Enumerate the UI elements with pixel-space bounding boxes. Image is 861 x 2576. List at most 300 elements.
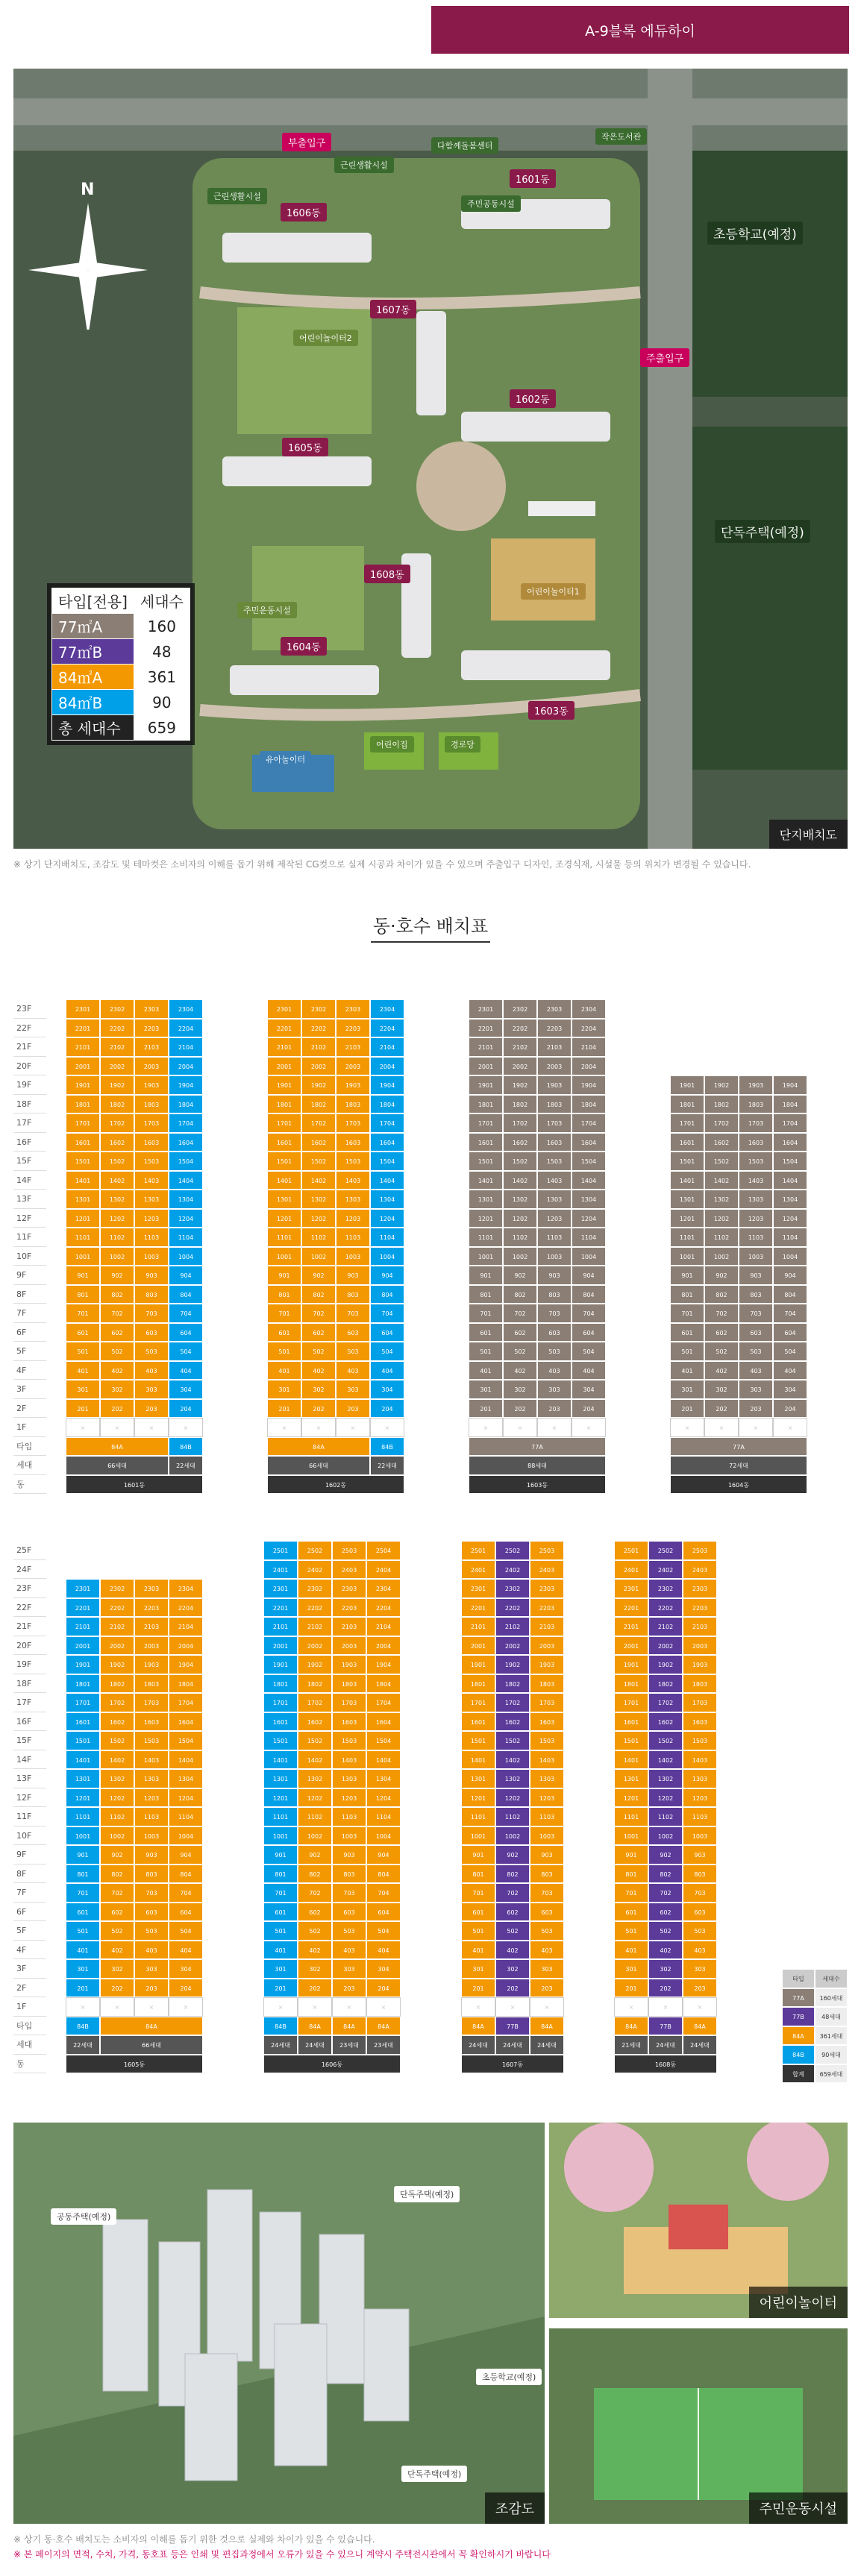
unit-cell: 1103: [134, 1807, 169, 1826]
unit-cell: 203: [332, 1979, 366, 1998]
legend-header: 타입[전용]: [52, 588, 134, 614]
unit-cell: 1203: [134, 1209, 169, 1228]
floor-label: 2F: [13, 1399, 46, 1419]
unit-cell: 2001: [461, 1636, 495, 1656]
unit-cell: 1304: [169, 1190, 203, 1209]
unit-cell: 602: [100, 1903, 134, 1922]
unit-cell: 2102: [301, 1037, 336, 1057]
unit-cell: 1604: [370, 1133, 404, 1152]
unit-cell: 1504: [370, 1152, 404, 1171]
unit-cell: 1203: [739, 1209, 773, 1228]
unit-table-row-2: [13, 1541, 710, 2073]
gym-image: [549, 2328, 848, 2524]
unit-cell: 2003: [134, 1636, 169, 1656]
building-table: [263, 1541, 401, 2073]
unit-cell: 402: [298, 1941, 332, 1960]
unit-cell: 602: [704, 1323, 739, 1342]
unit-cell: 201: [66, 1399, 100, 1419]
unit-cell: ×: [366, 1997, 401, 2017]
type-cell: 84B: [66, 2017, 100, 2036]
unit-cell: 1502: [298, 1731, 332, 1750]
unit-cell: 1104: [370, 1228, 404, 1247]
unit-cell: 2201: [461, 1598, 495, 1618]
type-cell: 84A: [100, 2017, 203, 2036]
unit-cell: 2302: [298, 1579, 332, 1598]
unit-cell: 2502: [495, 1541, 530, 1560]
units-cell: 23세대: [332, 2035, 366, 2055]
unit-cell: 2103: [332, 1617, 366, 1636]
unit-cell: 703: [739, 1304, 773, 1323]
unit-cell: 2004: [366, 1636, 401, 1656]
unit-cell: 202: [503, 1399, 537, 1419]
unit-cell: 504: [773, 1342, 807, 1361]
unit-cell: 404: [169, 1941, 203, 1960]
unit-cell: 404: [366, 1941, 401, 1960]
unit-cell: 2303: [332, 1579, 366, 1598]
unit-cell: 1304: [370, 1190, 404, 1209]
unit-cell: 1501: [267, 1152, 301, 1171]
life-facility-tag-1: 근린생활시설: [334, 157, 394, 173]
unit-cell: 1102: [298, 1807, 332, 1826]
unit-cell: 1402: [495, 1750, 530, 1770]
unit-cell: 201: [469, 1399, 503, 1419]
unit-cell: 2101: [469, 1037, 503, 1057]
unit-cell: 2103: [336, 1037, 370, 1057]
gym-label: 주민운동시설: [749, 2492, 848, 2524]
unit-cell: 202: [100, 1979, 134, 1998]
unit-cell: 1103: [332, 1807, 366, 1826]
unit-cell: 304: [169, 1959, 203, 1979]
unit-cell: 302: [301, 1380, 336, 1399]
mini-legend-count: 90세대: [815, 2045, 848, 2064]
unit-cell: 903: [134, 1266, 169, 1285]
unit-cell: 1503: [739, 1152, 773, 1171]
unit-cell: 1704: [169, 1693, 203, 1712]
unit-cell: 804: [572, 1285, 606, 1304]
unit-cell: 1301: [469, 1190, 503, 1209]
unit-cell: 2302: [301, 999, 336, 1019]
unit-cell: ×: [298, 1997, 332, 2017]
unit-cell: 202: [301, 1399, 336, 1419]
unit-cell: 1203: [537, 1209, 572, 1228]
unit-cell: 601: [66, 1323, 100, 1342]
unit-cell: 1904: [773, 1075, 807, 1095]
unit-cell: 1602: [301, 1133, 336, 1152]
floor-label: 15F: [13, 1731, 46, 1750]
unit-cell: 1104: [169, 1807, 203, 1826]
sitemap-note: ※ 상기 단지배치도, 조감도 및 테마컷은 소비자의 이해를 돕기 위해 제작된 CG컷으로 실제 시공과 차이가 있을 수 있으며 주출입구 디자인, 조경식재, 시설물 등의 위치가 변경될 수 있습니다.: [13, 859, 751, 870]
dong-cell: 1607동: [461, 2055, 564, 2074]
unit-cell: 204: [773, 1399, 807, 1419]
units-cell: 22세대: [370, 1456, 404, 1475]
unit-cell: 1601: [614, 1712, 648, 1732]
unit-cell: 1601: [469, 1133, 503, 1152]
unit-cell: 202: [704, 1399, 739, 1419]
unit-cell: 1303: [530, 1769, 564, 1788]
unit-cell: 1001: [670, 1247, 704, 1266]
floor-label: 1F: [13, 1997, 46, 2017]
unit-cell: 601: [461, 1903, 495, 1922]
unit-cell: 1502: [301, 1152, 336, 1171]
legend-type: 77㎡A: [52, 614, 134, 639]
unit-cell: 501: [461, 1921, 495, 1941]
unit-cell: 503: [336, 1342, 370, 1361]
unit-cell: 1402: [100, 1750, 134, 1770]
unit-cell: 503: [134, 1342, 169, 1361]
unit-cell: 1701: [267, 1113, 301, 1133]
unit-cell: 1201: [469, 1209, 503, 1228]
unit-cell: ×: [370, 1418, 404, 1437]
unit-cell: ×: [169, 1997, 203, 2017]
unit-cell: 1901: [267, 1075, 301, 1095]
unit-cell: 501: [66, 1342, 100, 1361]
unit-cell: 1602: [704, 1133, 739, 1152]
type-cell: 77A: [469, 1437, 606, 1457]
unit-cell: 1602: [503, 1133, 537, 1152]
unit-cell: 2103: [530, 1617, 564, 1636]
bottom-note-2: ※ 본 페이지의 면적, 수치, 가격, 동호표 등은 인쇄 및 편집과정에서 오류가 있을 수 있으니 계약시 주택전시관에서 꼭 확인하시기 바랍니다: [13, 2549, 551, 2560]
unit-cell: 1703: [530, 1693, 564, 1712]
unit-cell: 804: [169, 1865, 203, 1884]
unit-cell: 1504: [169, 1152, 203, 1171]
unit-cell: 1203: [336, 1209, 370, 1228]
unit-cell: 903: [530, 1845, 564, 1865]
unit-cell: 904: [773, 1266, 807, 1285]
unit-cell: 702: [704, 1304, 739, 1323]
unit-cell: 704: [773, 1304, 807, 1323]
unit-cell: 602: [648, 1903, 683, 1922]
unit-cell: 1204: [773, 1209, 807, 1228]
unit-cell: 2304: [169, 1579, 203, 1598]
unit-cell: 1204: [370, 1209, 404, 1228]
unit-cell: 2202: [100, 1019, 134, 1038]
tag-1605: 1605동: [282, 438, 328, 456]
unit-cell: 1403: [530, 1750, 564, 1770]
mini-legend-type: 84B: [782, 2045, 815, 2064]
unit-cell: 203: [134, 1399, 169, 1419]
unit-cell: 903: [332, 1845, 366, 1865]
floor-label: 4F: [13, 1361, 46, 1380]
playground-image: [549, 2123, 848, 2318]
floor-label: 6F: [13, 1903, 46, 1922]
units-cell: 24세대: [530, 2035, 564, 2055]
unit-cell: 1604: [366, 1712, 401, 1732]
unit-cell: 1703: [336, 1113, 370, 1133]
unit-cell: 803: [739, 1285, 773, 1304]
unit-cell: 1404: [169, 1171, 203, 1190]
unit-cell: 1703: [683, 1693, 717, 1712]
unit-cell: 901: [614, 1845, 648, 1865]
unit-cell: 1502: [100, 1152, 134, 1171]
unit-cell: 703: [336, 1304, 370, 1323]
unit-cell: 902: [298, 1845, 332, 1865]
unit-cell: 502: [100, 1921, 134, 1941]
floor-label: 24F: [13, 1560, 46, 1580]
unit-cell: 903: [336, 1266, 370, 1285]
unit-cell: 1603: [530, 1712, 564, 1732]
unit-cell: 1804: [169, 1674, 203, 1694]
unit-cell: 2204: [366, 1598, 401, 1618]
unit-cell: ×: [537, 1418, 572, 1437]
unit-cell: 1701: [670, 1113, 704, 1133]
tag-1608: 1608동: [364, 565, 410, 583]
unit-cell: ×: [670, 1418, 704, 1437]
unit-cell: 2204: [572, 1019, 606, 1038]
tag-1601: 1601동: [510, 169, 556, 188]
unit-cell: 401: [461, 1941, 495, 1960]
unit-cell: 1802: [100, 1674, 134, 1694]
units-cell: 22세대: [169, 1456, 203, 1475]
unit-cell: 1202: [704, 1209, 739, 1228]
unit-cell: 702: [100, 1304, 134, 1323]
unit-cell: 1504: [572, 1152, 606, 1171]
unit-cell: 602: [301, 1323, 336, 1342]
type-cell: 84A: [683, 2017, 717, 2036]
unit-cell: 601: [267, 1323, 301, 1342]
unit-cell: 701: [469, 1304, 503, 1323]
unit-cell: ×: [134, 1418, 169, 1437]
unit-cell: 2104: [366, 1617, 401, 1636]
type-cell: 77B: [648, 2017, 683, 2036]
unit-cell: 201: [263, 1979, 298, 1998]
care-center-tag: 다함께돌봄센터: [431, 137, 498, 154]
unit-cell: 703: [537, 1304, 572, 1323]
unit-cell: 1801: [469, 1095, 503, 1114]
unit-cell: 1504: [169, 1731, 203, 1750]
units-cell: 21세대: [614, 2035, 648, 2055]
floor-label: 6F: [13, 1323, 46, 1342]
dong-cell: 1608동: [614, 2055, 717, 2074]
unit-cell: 301: [267, 1380, 301, 1399]
unit-cell: 1402: [503, 1171, 537, 1190]
unit-cell: 2103: [683, 1617, 717, 1636]
unit-cell: 1703: [537, 1113, 572, 1133]
unit-cell: 1402: [298, 1750, 332, 1770]
unit-cell: 804: [773, 1285, 807, 1304]
unit-cell: 2303: [134, 1579, 169, 1598]
unit-cell: 1303: [739, 1190, 773, 1209]
unit-cell: 702: [100, 1883, 134, 1903]
unit-cell: 1602: [648, 1712, 683, 1732]
unit-cell: 702: [503, 1304, 537, 1323]
unit-cell: 801: [469, 1285, 503, 1304]
dong-cell: 1604동: [670, 1475, 807, 1495]
unit-cell: 2504: [366, 1541, 401, 1560]
unit-cell: 1401: [267, 1171, 301, 1190]
floor-label: 5F: [13, 1342, 46, 1361]
unit-cell: 1304: [773, 1190, 807, 1209]
unit-cell: 1603: [683, 1712, 717, 1732]
floor-label: 12F: [13, 1788, 46, 1808]
unit-cell: 2003: [332, 1636, 366, 1656]
unit-cell: ×: [301, 1418, 336, 1437]
unit-cell: 402: [704, 1361, 739, 1380]
unit-cell: 1603: [332, 1712, 366, 1732]
unit-cell: 1003: [683, 1826, 717, 1846]
unit-cell: 2303: [683, 1579, 717, 1598]
unit-cell: 502: [704, 1342, 739, 1361]
unit-cell: 2102: [100, 1037, 134, 1057]
site-map: [13, 69, 848, 849]
unit-cell: 402: [495, 1941, 530, 1960]
aerial-tag-school: 초등학교(예정): [476, 2369, 542, 2385]
unit-cell: 1103: [336, 1228, 370, 1247]
unit-cell: 1703: [332, 1693, 366, 1712]
gym-tag: 주민운동시설: [237, 602, 297, 618]
unit-cell: 2202: [301, 1019, 336, 1038]
unit-cell: 1904: [572, 1075, 606, 1095]
unit-cell: 1802: [648, 1674, 683, 1694]
unit-cell: 203: [336, 1399, 370, 1419]
unit-cell: 504: [572, 1342, 606, 1361]
unit-cell: 1902: [503, 1075, 537, 1095]
unit-cell: 1003: [134, 1826, 169, 1846]
unit-cell: 1303: [537, 1190, 572, 1209]
tag-1603: 1603동: [528, 701, 574, 720]
unit-cell: 502: [503, 1342, 537, 1361]
unit-cell: 1101: [66, 1228, 100, 1247]
unit-cell: ×: [336, 1418, 370, 1437]
unit-cell: 904: [370, 1266, 404, 1285]
unit-cell: 1801: [267, 1095, 301, 1114]
building-table: [66, 1541, 203, 2073]
floor-label: 23F: [13, 1579, 46, 1598]
unit-cell: 202: [100, 1399, 134, 1419]
unit-cell: 1303: [336, 1190, 370, 1209]
unit-cell: 2304: [572, 999, 606, 1019]
unit-cell: 203: [530, 1979, 564, 1998]
unit-cell: 901: [263, 1845, 298, 1865]
unit-cell: 401: [66, 1361, 100, 1380]
unit-cell: 901: [267, 1266, 301, 1285]
unit-cell: 302: [648, 1959, 683, 1979]
unit-cell: 301: [66, 1380, 100, 1399]
unit-cell: 1303: [134, 1769, 169, 1788]
unit-cell: 401: [469, 1361, 503, 1380]
floor-label: 3F: [13, 1380, 46, 1399]
unit-cell: 1401: [66, 1171, 100, 1190]
unit-cell: ×: [683, 1997, 717, 2017]
unit-cell: 2303: [134, 999, 169, 1019]
unit-cell: 2301: [263, 1579, 298, 1598]
mini-legend-count: 160세대: [815, 1988, 848, 2008]
floor-label: 5F: [13, 1921, 46, 1941]
unit-cell: 2101: [66, 1617, 100, 1636]
unit-cell: 303: [332, 1959, 366, 1979]
unit-cell: 902: [648, 1845, 683, 1865]
unit-cell: ×: [572, 1418, 606, 1437]
unit-cell: 1404: [572, 1171, 606, 1190]
unit-cell: 503: [134, 1921, 169, 1941]
unit-cell: 2102: [298, 1617, 332, 1636]
unit-cell: 802: [100, 1865, 134, 1884]
unit-cell: 204: [572, 1399, 606, 1419]
north-label: N: [81, 180, 95, 199]
unit-cell: 803: [134, 1865, 169, 1884]
type-cell: 77A: [670, 1437, 807, 1457]
unit-cell: 802: [298, 1865, 332, 1884]
unit-cell: 1904: [366, 1655, 401, 1674]
unit-cell: 2004: [370, 1057, 404, 1076]
unit-cell: 1502: [495, 1731, 530, 1750]
unit-cell: 1501: [670, 1152, 704, 1171]
unit-cell: 504: [169, 1921, 203, 1941]
unit-cell: 901: [66, 1266, 100, 1285]
playground2-tag: 어린이놀이터2: [293, 330, 358, 346]
unit-cell: 2104: [169, 1617, 203, 1636]
unit-cell: ×: [739, 1418, 773, 1437]
unit-cell: 801: [670, 1285, 704, 1304]
unit-cell: 2302: [503, 999, 537, 1019]
unit-cell: ×: [66, 1418, 100, 1437]
unit-cell: 1804: [370, 1095, 404, 1114]
unit-cell: 204: [370, 1399, 404, 1419]
unit-cell: 403: [336, 1361, 370, 1380]
unit-cell: 1301: [66, 1190, 100, 1209]
unit-cell: 1004: [366, 1826, 401, 1846]
unit-cell: 1702: [100, 1693, 134, 1712]
legend-type: 84㎡B: [52, 690, 134, 715]
unit-cell: 2503: [530, 1541, 564, 1560]
unit-cell: 1401: [469, 1171, 503, 1190]
floor-label: 22F: [13, 1598, 46, 1618]
unit-cell: 203: [683, 1979, 717, 1998]
unit-cell: 402: [100, 1941, 134, 1960]
type-cell: 84A: [66, 1437, 169, 1457]
floor-label: 2F: [13, 1979, 46, 1998]
unit-cell: 2203: [134, 1019, 169, 1038]
unit-cell: 2001: [614, 1636, 648, 1656]
unit-cell: 1904: [370, 1075, 404, 1095]
mini-legend-header: 세대수: [815, 1969, 848, 1988]
unit-cell: 1803: [739, 1095, 773, 1114]
unit-cell: ×: [100, 1997, 134, 2017]
unit-cell: 1702: [301, 1113, 336, 1133]
unit-cell: 1903: [134, 1075, 169, 1095]
unit-cell: 503: [739, 1342, 773, 1361]
type-cell: 84A: [530, 2017, 564, 2036]
unit-cell: 2303: [530, 1579, 564, 1598]
unit-cell: 1403: [739, 1171, 773, 1190]
unit-cell: 701: [267, 1304, 301, 1323]
unit-cell: 1301: [267, 1190, 301, 1209]
unit-cell: 1901: [66, 1075, 100, 1095]
unit-cell: 1501: [66, 1731, 100, 1750]
unit-cell: 2502: [298, 1541, 332, 1560]
unit-cell: 1603: [336, 1133, 370, 1152]
unit-cell: 1301: [461, 1769, 495, 1788]
unit-cell: 1202: [298, 1788, 332, 1808]
unit-cell: 2202: [495, 1598, 530, 1618]
mini-legend-type: 합계: [782, 2064, 815, 2084]
unit-cell: 1203: [530, 1788, 564, 1808]
unit-cell: 604: [169, 1323, 203, 1342]
unit-cell: 2203: [683, 1598, 717, 1618]
unit-cell: 1701: [263, 1693, 298, 1712]
unit-cell: 1701: [461, 1693, 495, 1712]
unit-cell: 1902: [301, 1075, 336, 1095]
unit-cell: 1001: [267, 1247, 301, 1266]
unit-cell: 1402: [301, 1171, 336, 1190]
unit-cell: 703: [332, 1883, 366, 1903]
units-cell: 66세대: [100, 2035, 203, 2055]
unit-cell: 801: [614, 1865, 648, 1884]
unit-cell: 1603: [134, 1133, 169, 1152]
unit-cell: 2301: [267, 999, 301, 1019]
aerial-view-image: [13, 2123, 545, 2524]
unit-cell: 1601: [263, 1712, 298, 1732]
unit-cell: 1803: [134, 1095, 169, 1114]
